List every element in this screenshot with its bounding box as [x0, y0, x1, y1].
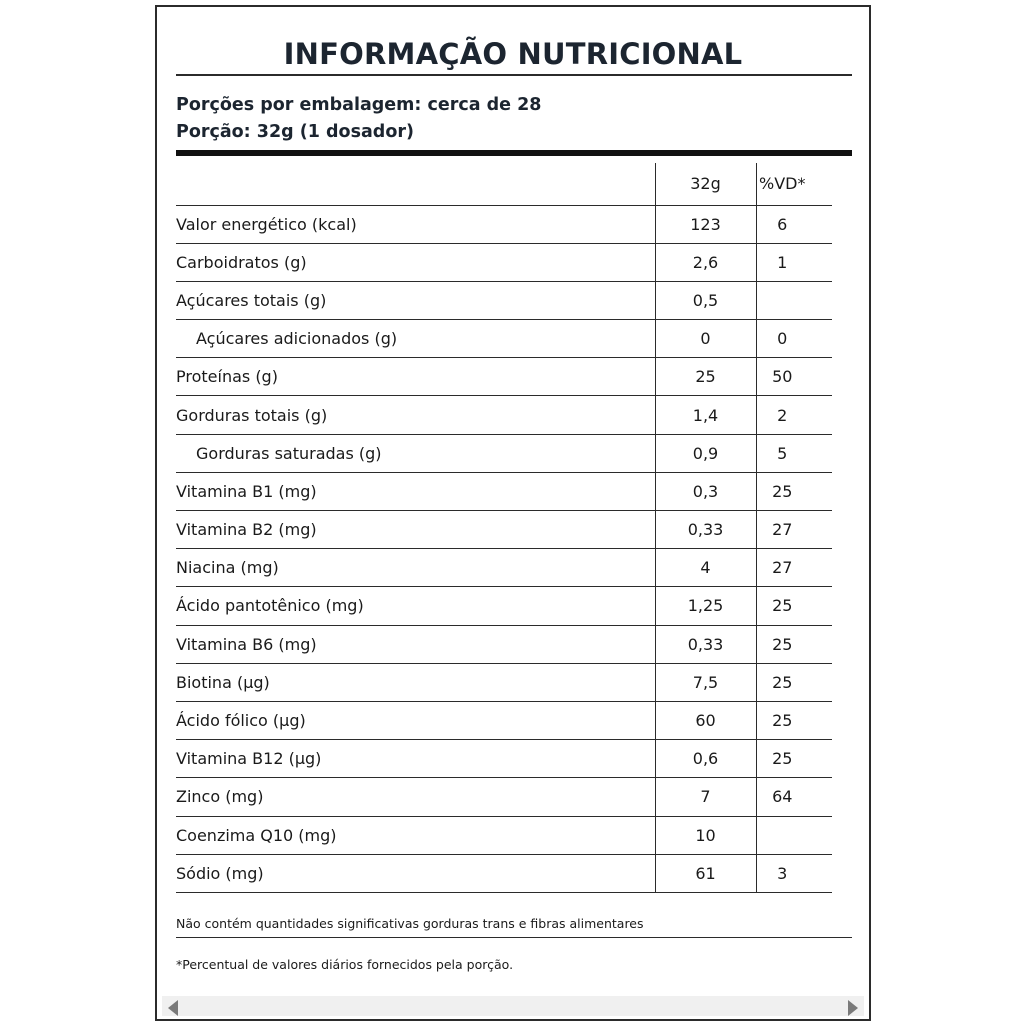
nutrition-facts-panel	[155, 5, 871, 1021]
table-row	[176, 511, 832, 549]
nutrient-name: Biotina (µg)	[176, 663, 655, 701]
table-header-row	[176, 163, 832, 205]
header-vd-cell: %VD*	[756, 163, 832, 205]
table-row	[176, 396, 832, 434]
nutrient-vd: 25	[756, 701, 832, 739]
nutrient-name: Niacina (mg)	[176, 549, 655, 587]
table-row	[176, 205, 832, 243]
nutrient-qty: 25	[655, 358, 756, 396]
nutrient-vd	[756, 281, 832, 319]
footnote-divider	[176, 937, 852, 938]
table-row	[176, 549, 832, 587]
nutrient-name: Vitamina B1 (mg)	[176, 472, 655, 510]
nutrient-name: Vitamina B2 (mg)	[176, 511, 655, 549]
nutrient-qty: 0,33	[655, 625, 756, 663]
table-row	[176, 358, 832, 396]
servings-per-package: Porções por embalagem: cerca de 28	[176, 95, 542, 115]
nutrient-qty: 7,5	[655, 663, 756, 701]
nutrient-name: Gorduras saturadas (g)	[176, 434, 655, 472]
nutrient-vd: 1	[756, 243, 832, 281]
table-row	[176, 778, 832, 816]
header-qty-cell: 32g	[655, 163, 756, 205]
nutrient-name: Ácido fólico (µg)	[176, 701, 655, 739]
table-row	[176, 740, 832, 778]
nutrient-qty: 4	[655, 549, 756, 587]
nutrient-qty: 0,9	[655, 434, 756, 472]
scroll-right-arrow-icon[interactable]	[848, 1000, 858, 1016]
nutrient-vd	[756, 816, 832, 854]
nutrient-vd: 2	[756, 396, 832, 434]
table-row	[176, 472, 832, 510]
thick-divider	[176, 150, 852, 156]
nutrient-name: Açúcares totais (g)	[176, 281, 655, 319]
nutrient-name: Gorduras totais (g)	[176, 396, 655, 434]
nutrient-vd: 25	[756, 663, 832, 701]
nutrient-qty: 1,4	[655, 396, 756, 434]
serving-size: Porção: 32g (1 dosador)	[176, 122, 414, 142]
nutrient-vd: 27	[756, 511, 832, 549]
nutrient-name: Proteínas (g)	[176, 358, 655, 396]
table-row	[176, 434, 832, 472]
nutrient-name: Carboidratos (g)	[176, 243, 655, 281]
nutrient-vd: 3	[756, 854, 832, 892]
table-row	[176, 243, 832, 281]
nutrient-qty: 10	[655, 816, 756, 854]
footnote-trans-fat: Não contém quantidades significativas gorduras trans e fibras alimentares	[176, 916, 644, 931]
nutrient-qty: 123	[655, 205, 756, 243]
nutrient-vd: 27	[756, 549, 832, 587]
nutrient-vd: 5	[756, 434, 832, 472]
header-name-cell	[176, 163, 655, 205]
nutrient-name: Açúcares adicionados (g)	[176, 320, 655, 358]
nutrient-vd: 0	[756, 320, 832, 358]
nutrient-qty: 0	[655, 320, 756, 358]
nutrient-name: Vitamina B12 (µg)	[176, 740, 655, 778]
nutrient-qty: 60	[655, 701, 756, 739]
nutrient-vd: 25	[756, 740, 832, 778]
horizontal-scrollbar[interactable]	[162, 996, 864, 1016]
nutrient-qty: 0,5	[655, 281, 756, 319]
title-divider	[176, 74, 852, 76]
page-title: INFORMAÇÃO NUTRICIONAL	[283, 37, 743, 71]
nutrient-vd: 25	[756, 472, 832, 510]
nutrient-qty: 0,6	[655, 740, 756, 778]
nutrient-qty: 7	[655, 778, 756, 816]
table-row	[176, 281, 832, 319]
nutrient-qty: 61	[655, 854, 756, 892]
nutrient-vd: 64	[756, 778, 832, 816]
nutrient-vd: 25	[756, 587, 832, 625]
footnote-daily-values: *Percentual de valores diários fornecidos pela porção.	[176, 957, 514, 972]
nutrient-vd: 6	[756, 205, 832, 243]
table-row	[176, 854, 832, 892]
table-row	[176, 701, 832, 739]
nutrient-name: Vitamina B6 (mg)	[176, 625, 655, 663]
nutrient-name: Sódio (mg)	[176, 854, 655, 892]
nutrient-name: Coenzima Q10 (mg)	[176, 816, 655, 854]
nutrient-qty: 2,6	[655, 243, 756, 281]
table-row	[176, 625, 832, 663]
table-row	[176, 816, 832, 854]
nutrient-name: Valor energético (kcal)	[176, 205, 655, 243]
nutrient-qty: 0,33	[655, 511, 756, 549]
nutrient-name: Ácido pantotênico (mg)	[176, 587, 655, 625]
nutrient-name: Zinco (mg)	[176, 778, 655, 816]
nutrient-qty: 0,3	[655, 472, 756, 510]
nutrition-table	[176, 163, 832, 893]
table-row	[176, 663, 832, 701]
nutrient-vd: 25	[756, 625, 832, 663]
nutrient-qty: 1,25	[655, 587, 756, 625]
table-row	[176, 587, 832, 625]
scroll-left-arrow-icon[interactable]	[168, 1000, 178, 1016]
nutrient-vd: 50	[756, 358, 832, 396]
table-row	[176, 320, 832, 358]
